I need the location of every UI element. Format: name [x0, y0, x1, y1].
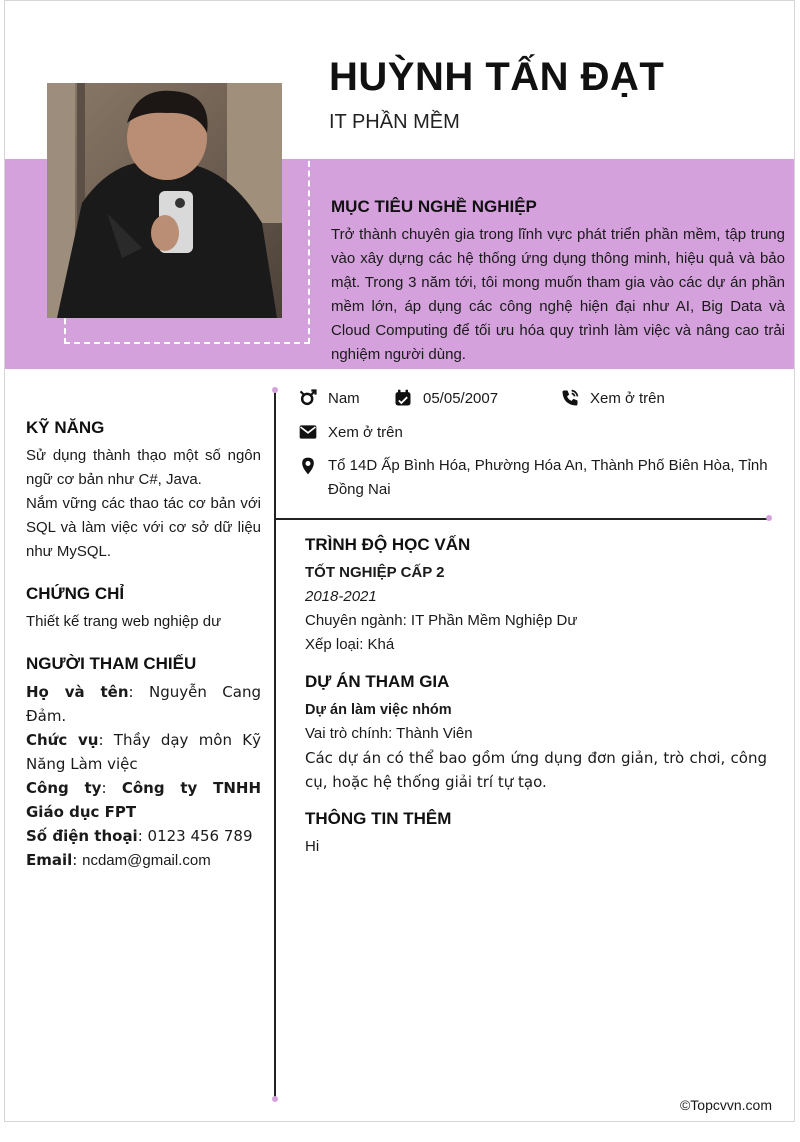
divider-dot-top	[272, 387, 278, 393]
footer-credit[interactable]: ©Topcvvn.com	[679, 1097, 772, 1113]
certificate-item: Thiết kế trang web nghiệp dư	[26, 613, 222, 630]
more-info-title: THÔNG TIN THÊM	[305, 809, 452, 828]
contact-birthday	[393, 388, 498, 408]
objective-text: Trở thành chuyên gia trong lĩnh vực phát triển phần mềm, tập trung vào xây dựng các hệ thống ứng dụng thông minh, hiệu quả và bảo mật. Trong 3 năm tới, tôi mong muốn tham gia vào các dự án phần mềm lớn, áp dụng các công nghệ hiện đại như AI, Big Data và Cloud Computing để tối ưu hóa quy trình làm việc và nâng cao trải nghiệm người dùng.	[331, 226, 785, 363]
projects-title: DỰ ÁN THAM GIA	[305, 672, 450, 691]
reference-email-value[interactable]: ncdam@gmail.com	[82, 852, 211, 869]
divider-dot-bottom	[272, 1096, 278, 1102]
reference-company-value: Công ty TNHH Giáo dục FPT	[26, 779, 261, 821]
reference-name: Họ và tên: Nguyễn Cang Đảm.	[26, 683, 261, 725]
reference-phone-label: Số điện thoại	[26, 827, 138, 845]
email-value[interactable]: Xem ở trên	[328, 423, 403, 441]
more-info-text: Hi	[305, 838, 320, 855]
education-period: 2018-2021	[305, 588, 377, 605]
reference-name-value: Nguyễn Cang Đảm.	[26, 683, 261, 725]
reference-company-label: Công ty	[26, 779, 102, 797]
contact-gender	[298, 388, 360, 408]
phone-icon	[560, 388, 580, 408]
reference-email-label: Email	[26, 851, 73, 869]
birthday-value: 05/05/2007	[423, 389, 499, 407]
project-name: Dự án làm việc nhóm	[305, 702, 452, 718]
skill-item: Sử dụng thành thạo một số ngôn ngữ cơ bản như C#, Java.	[26, 447, 261, 488]
phone-value: Xem ở trên	[590, 389, 665, 407]
objective-title: MỤC TIÊU NGHỀ NGHIỆP	[331, 197, 537, 216]
cv-page	[4, 0, 795, 1122]
education-block	[305, 561, 767, 657]
contact-phone	[560, 388, 665, 408]
location-icon	[298, 456, 318, 476]
references-title: NGƯỜI THAM CHIẾU	[26, 654, 197, 673]
skill-item: Nắm vững các thao tác cơ bản với SQL và làm việc với cơ sở dữ liệu như MySQL.	[26, 495, 261, 560]
project-role: Vai trò chính: Thành Viên	[305, 725, 473, 742]
skills-list	[26, 444, 261, 564]
contact-address	[298, 455, 768, 502]
reference-company: Công ty: Công ty TNHH Giáo dục FPT	[26, 779, 261, 821]
education-degree: TỐT NGHIỆP CẤP 2	[305, 564, 445, 581]
certificates-title: CHỨNG CHỈ	[26, 584, 125, 603]
reference-position-value: Thầy dạy môn Kỹ Năng Làm việc	[26, 731, 261, 773]
vertical-divider	[274, 391, 276, 1099]
education-title: TRÌNH ĐỘ HỌC VẤN	[305, 535, 471, 554]
education-rank: Xếp loại: Khá	[305, 636, 395, 653]
horizontal-divider	[275, 518, 769, 520]
candidate-name: HUỲNH TẤN ĐẠT	[329, 55, 665, 99]
projects-block	[305, 698, 767, 794]
reference-position: Chức vụ: Thầy dạy môn Kỹ Năng Làm việc	[26, 731, 261, 773]
reference-phone: Số điện thoại: 0123 456 789	[26, 827, 253, 845]
gender-value: Nam	[328, 389, 360, 407]
education-major: Chuyên ngành: IT Phần Mềm Nghiệp Dư	[305, 612, 578, 629]
gender-icon	[298, 388, 318, 408]
references-block	[26, 680, 261, 873]
reference-position-label: Chức vụ	[26, 731, 99, 749]
reference-phone-value: 0123 456 789	[147, 827, 253, 845]
email-icon	[298, 422, 318, 442]
profile-photo	[47, 83, 282, 318]
job-title: IT PHẦN MỀM	[329, 111, 460, 133]
calendar-icon	[393, 388, 413, 408]
reference-name-label: Họ và tên	[26, 683, 129, 701]
skills-title: KỸ NĂNG	[26, 418, 105, 437]
project-desc: Các dự án có thể bao gồm ứng dụng đơn giản, trò chơi, công cụ, hoặc hệ thống giải trí tự tạo.	[305, 749, 767, 791]
reference-email: Email: ncdam@gmail.com	[26, 851, 211, 869]
divider-dot-right	[766, 515, 772, 521]
address-value: Tổ 14D Ấp Bình Hóa, Phường Hóa An, Thành Phố Biên Hòa, Tỉnh Đồng Nai	[328, 457, 768, 498]
contact-email[interactable]	[298, 422, 403, 442]
